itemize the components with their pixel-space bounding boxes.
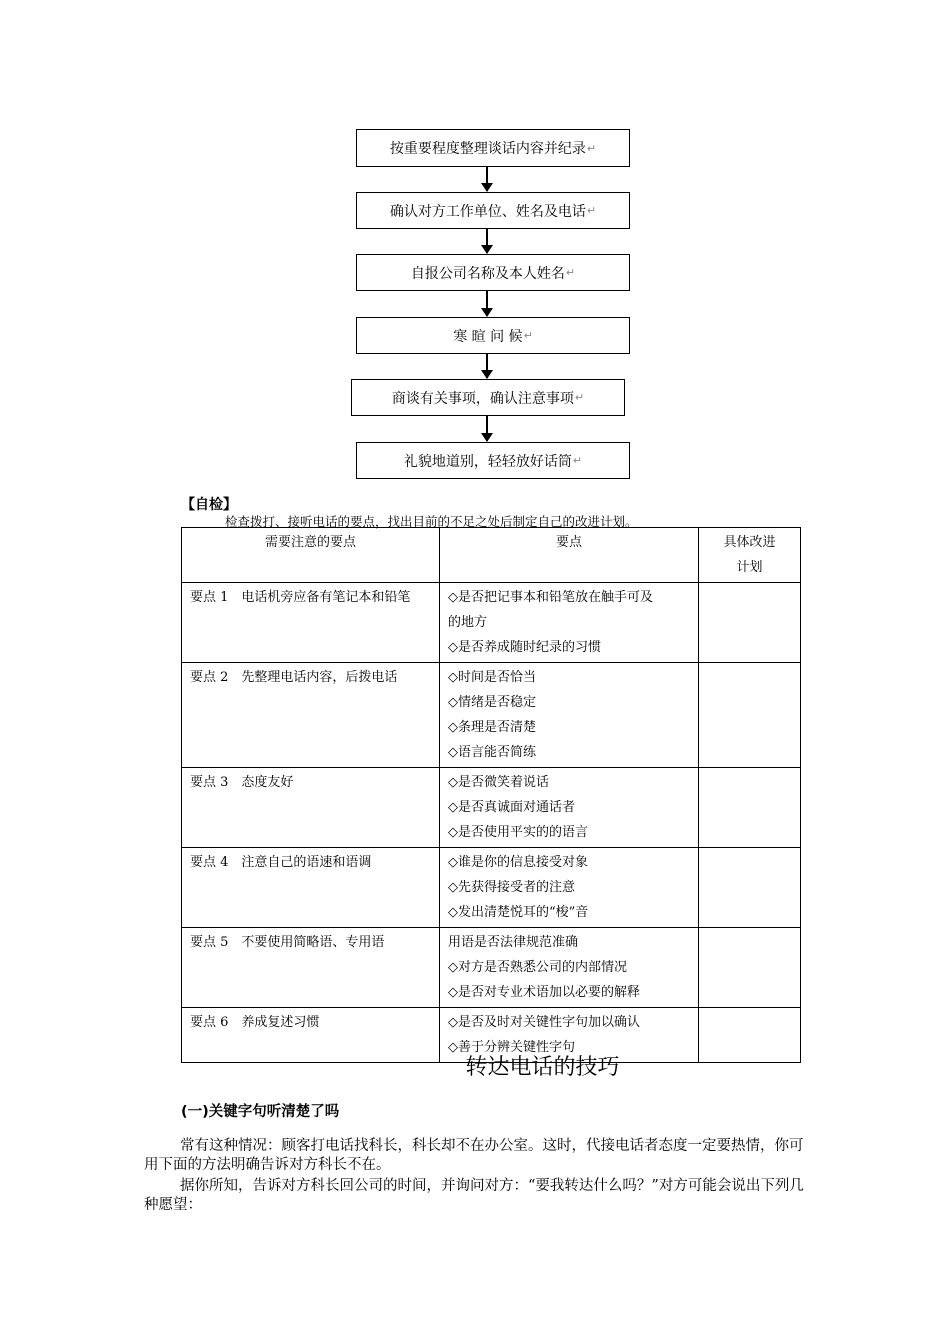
checklist-table [181,527,801,1063]
detail-line: ◇语言能否简练 [448,745,536,760]
detail-line: ◇善于分辨关键性字句 [448,1040,575,1055]
detail-line: ◇对方是否熟悉公司的内部情况 [448,960,627,975]
flow-step-1 [356,129,630,167]
header-key-points: 需要注意的要点 [182,528,440,583]
flow-step-2-label: 确认对方工作单位、姓名及电话 [389,203,586,220]
detail-line: 用语是否法律规范准确 [448,935,579,950]
section-subheading: (一)关键字句听清楚了吗 [181,1104,340,1120]
flow-step-2 [356,192,630,229]
row-details [440,848,699,928]
table-row [182,583,801,663]
detail-line: ◇是否使用平实的的语言 [448,825,588,840]
flow-arrow [486,229,488,253]
self-check-intro: 检查拨打、接听电话的要点，找出目前的不足之处后制定自己的改进计划。 [225,514,638,529]
section-title: 转达电话的技巧 [465,1055,620,1080]
flow-step-4-label: 寒 暄 问 候 [453,328,523,345]
row-details [440,928,699,1008]
return-mark: ↵ [586,204,597,217]
flow-arrow [486,416,488,441]
flow-step-5 [351,379,625,416]
flow-step-1-label: 按重要程度整理谈话内容并纪录 [389,141,586,157]
row-plan-cell[interactable] [699,663,801,768]
detail-line: ◇是否微笑着说话 [448,775,549,790]
row-point: 要点 4 注意自己的语速和语调 [182,848,440,928]
flow-step-6 [356,442,630,479]
row-details [440,768,699,848]
row-point: 要点 3 态度友好 [182,768,440,848]
return-mark: ↵ [572,454,583,467]
flow-step-3-label: 自报公司名称及本人姓名 [410,265,565,282]
row-plan-cell[interactable] [699,928,801,1008]
detail-line: ◇是否及时对关键性字句加以确认 [448,1015,640,1030]
flow-step-6-label: 礼貌地道别，轻轻放好话筒 [403,453,572,470]
row-plan-cell[interactable] [699,583,801,663]
row-point: 要点 2 先整理电话内容，后拨电话 [182,663,440,768]
row-plan-cell[interactable] [699,848,801,928]
table-row [182,663,801,768]
row-plan-cell[interactable] [699,768,801,848]
return-mark: ↵ [574,391,585,404]
detail-line: ◇条理是否清楚 [448,720,536,735]
detail-line: ◇是否真诚面对通话者 [448,800,575,815]
table-row [182,928,801,1008]
detail-line: ◇是否养成随时纪录的习惯 [448,640,601,655]
header-points: 要点 [440,528,699,583]
detail-line: ◇谁是你的信息接受对象 [448,855,588,870]
paragraph: 常有这种情况：顾客打电话找科长，科长却不在办公室。这时，代接电话者态度一定要热情，你可用下面的方法明确告诉对方科长不在。 [144,1138,804,1173]
header-plan: 具体改进计划 [699,528,801,583]
table-header-row [182,528,801,583]
flow-step-5-label: 商谈有关事项，确认注意事项 [391,390,574,407]
detail-line: ◇是否对专业术语加以必要的解释 [448,985,640,1000]
table-row [182,848,801,928]
detail-line: ◇是否把记事本和铅笔放在触手可及 [448,590,653,605]
detail-line: 的地方 [448,615,488,630]
return-mark: ↵ [586,141,597,155]
detail-line: ◇先获得接受者的注意 [448,880,575,895]
row-point: 要点 6 养成复述习惯 [182,1008,440,1063]
self-check-heading: 【自检】 [181,497,237,513]
row-point: 要点 5 不要使用简略语、专用语 [182,928,440,1008]
return-mark: ↵ [565,266,576,279]
flow-arrow [486,167,488,191]
detail-line: ◇情绪是否稳定 [448,695,536,710]
flow-step-3 [356,254,630,291]
paragraph: 据你所知，告诉对方科长回公司的时间，并询问对方：“要我转达什么吗？”对方可能会说出下列几种愿望： [144,1178,804,1213]
flow-step-4 [356,317,630,354]
flow-arrow [486,354,488,378]
row-point: 要点 1 电话机旁应备有笔记本和铅笔 [182,583,440,663]
table-row [182,768,801,848]
row-details [440,663,699,768]
return-mark: ↵ [523,329,533,342]
detail-line: ◇发出清楚悦耳的“梭”音 [448,905,589,920]
flow-arrow [486,291,488,316]
detail-line: ◇时间是否恰当 [448,670,536,685]
row-details [440,583,699,663]
